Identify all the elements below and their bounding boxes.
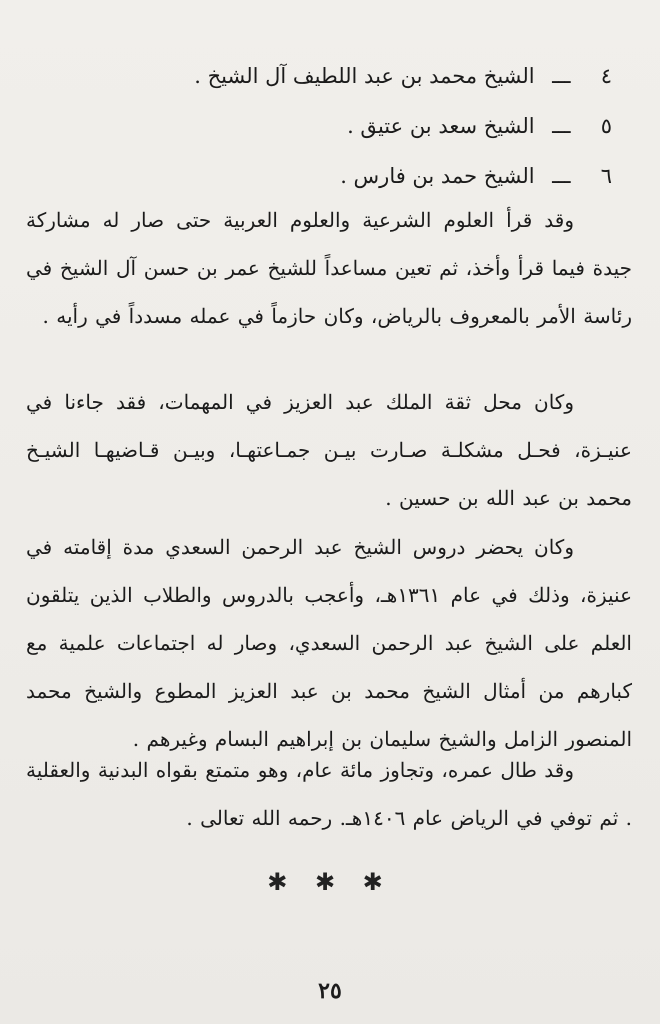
list-item-dash: ـــ (552, 64, 571, 88)
list-item-number: ٥ (600, 114, 612, 138)
scholars-list (52, 56, 612, 206)
section-separator: ✱ ✱ ✱ (267, 868, 393, 896)
list-item-dash: ـــ (552, 114, 571, 138)
paragraph-studies: وقد قرأ العلوم الشرعية والعلوم العربية حتى صار له مشاركة جيدة فيما قرأ وأخذ، ثم تعين مساعداً للشيخ عمر بن حسن آل الشيخ في رئاسة الأمر بالمعروف بالرياض، وكان حازماً في عمله مسدداً في رأيه . (26, 208, 632, 328)
list-item-text: الشيخ سعد بن عتيق . (347, 114, 535, 138)
list-item-number: ٦ (600, 164, 612, 188)
page-number: ٢٥ (318, 978, 342, 1004)
paragraph-lessons: وكان يحضر دروس الشيخ عبد الرحمن السعدي مدة إقامته في عنيزة، وذلك في عام ١٣٦١هـ، وأعجب بالدروس والطلاب الذين يتلقون العلم على الشيخ عبد الرحمن السعدي، وصار له اجتماعات علمية مع كبارهم من أمثال الشيخ محمد بن عبد العزيز المطوع والشيخ محمد المنصور الزامل والشيخ سليمان بن إبراهيم البسام وغيرهم . (26, 535, 632, 751)
list-item-dash: ـــ (552, 164, 571, 188)
list-item-number: ٤ (600, 64, 612, 88)
paragraph-death: وقد طال عمره، وتجاوز مائة عام، وهو متمتع بقواه البدنية والعقلية . ثم توفي في الرياض عام ١٤٠٦هـ. رحمه الله تعالى . (26, 758, 632, 830)
paragraph-king-trust: وكان محل ثقة الملك عبد العزيز في المهمات، فقد جاءنا في عنيـزة، فحـل مشكلـة صـارت بيـن جمـاعتهـا، وبيـن قـاضيهـا الشيـخ محمد بن عبد الله بن حسين . (26, 390, 632, 510)
list-item (52, 56, 612, 106)
list-item-text: الشيخ محمد بن عبد اللطيف آل الشيخ . (194, 64, 535, 88)
list-item (52, 106, 612, 156)
list-item-text: الشيخ حمد بن فارس . (340, 164, 535, 188)
